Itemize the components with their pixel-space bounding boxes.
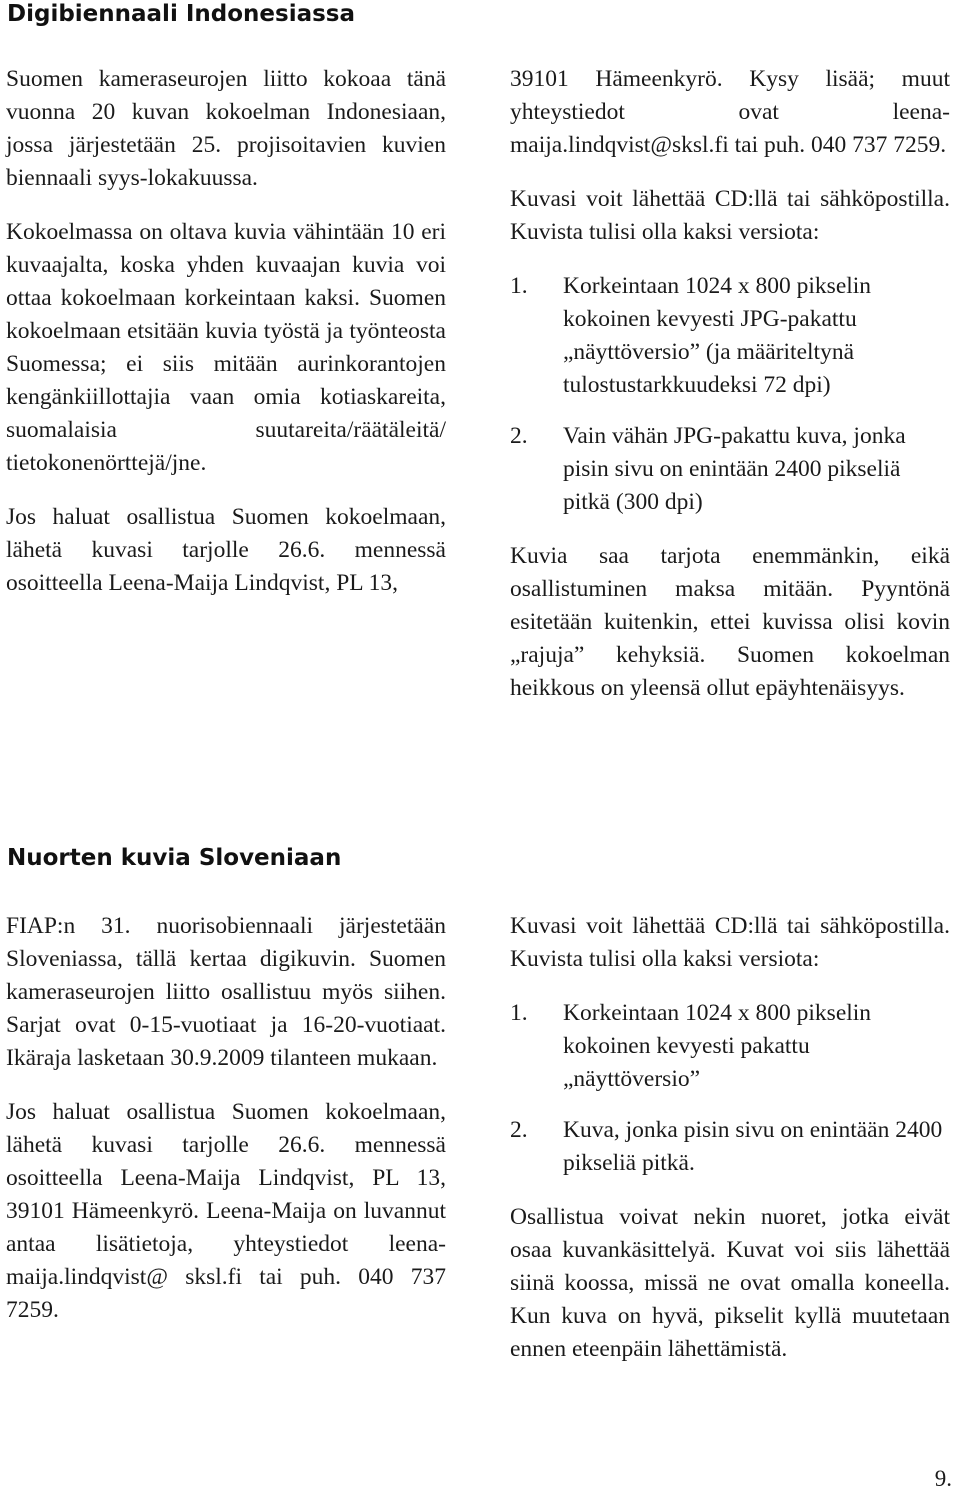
list-item-text: Vain vähän JPG-pakattu kuva, jonka pisin sivu on enintään 2400 pikseliä pitkä (300 dpi) [563, 423, 906, 515]
section2-left-column [6, 910, 446, 1348]
section2-right-column [510, 910, 950, 1387]
version-list [510, 270, 950, 519]
section-heading-indonesia: Digibiennaali Indonesiassa [7, 1, 355, 27]
paragraph: Jos haluat osallistua Suomen kokoelmaan, lähetä kuvasi tarjolle 26.6. mennessä osoitteella Leena-Maija Lindqvist, PL 13, [6, 504, 446, 596]
paragraph: FIAP:n 31. nuorisobiennaali järjestetään Sloveniassa, tällä kertaa digikuvin. Suomen kameraseurojen liitto osallistuu myös siihen. Sarjat ovat 0-15-vuotiaat ja 16-20-vuotiaat. Ikäraja lasketaan 30.9.2009 tilanteen mukaan. [6, 913, 446, 1071]
paragraph: Kuvasi voit lähettää CD:llä tai sähköpostilla. Kuvista tulisi olla kaksi versiota: [510, 913, 950, 972]
list-item [510, 270, 950, 402]
list-item [510, 997, 950, 1096]
list-number: 1. [510, 1000, 528, 1026]
paragraph: 39101 Hämeenkyrö. Kysy lisää; muut yhteystiedot ovat leena-maija.lindqvist@sksl.fi tai puh. 040 737 7259. [510, 66, 950, 158]
paragraph: Osallistua voivat nekin nuoret, jotka eivät osaa kuvankäsittelyä. Kuvat voi siis lähettää siinä koossa, missä ne ovat omalla koneella. Kun kuva on hyvä, pikselit kyllä muutetaan ennen eteenpäin lähettämistä. [510, 1204, 950, 1362]
list-item-text: Korkeintaan 1024 x 800 pikselin kokoinen kevyesti JPG-pakattu „näyttöversio” (ja määriteltynä tulostustarkkuudeksi 72 dpi) [563, 273, 872, 398]
paragraph: Jos haluat osallistua Suomen kokoelmaan, lähetä kuvasi tarjolle 26.6. mennessä osoitteella Leena-Maija Lindqvist, PL 13, 39101 Hämeenkyrö. Leena-Maija on luvannut antaa lisätietoja, yhteystiedot leena-maija.lindqvist@ sksl.fi tai puh. 040 737 7259. [6, 1099, 446, 1323]
paragraph: Kuvia saa tarjota enemmänkin, eikä osallistuminen maksa mitään. Pyyntönä esitetään kuitenkin, ettei kuvissa olisi kovin „rajuja” kehyksiä. Suomen kokoelman heikkous on yleensä ollut epäyhtenäisyys. [510, 543, 950, 701]
list-item [510, 1114, 950, 1180]
section-heading-slovenia: Nuorten kuvia Sloveniaan [7, 845, 342, 871]
version-list [510, 997, 950, 1180]
section1-left-column [6, 63, 446, 621]
list-item-text: Kuva, jonka pisin sivu on enintään 2400 pikseliä pitkä. [563, 1117, 943, 1176]
paragraph: Kuvasi voit lähettää CD:llä tai sähköpostilla. Kuvista tulisi olla kaksi versiota: [510, 186, 950, 245]
section1-right-column [510, 63, 950, 726]
list-number: 1. [510, 273, 528, 299]
list-number: 2. [510, 1117, 528, 1143]
list-item-text: Korkeintaan 1024 x 800 pikselin kokoinen kevyesti pakattu „näyttöversio” [563, 1000, 872, 1092]
list-number: 2. [510, 423, 528, 449]
paragraph: Suomen kameraseurojen liitto kokoaa tänä vuonna 20 kuvan kokoelman Indonesiaan, jossa järjestetään 25. projisoitavien kuvien biennaali syys-lokakuussa. [6, 66, 446, 191]
paragraph: Kokoelmassa on oltava kuvia vähintään 10 eri kuvaajalta, koska yhden kuvaajan kuvia voi ottaa kokoelmaan korkeintaan kaksi. Suomen kokoelmaan etsitään kuvia työstä ja työnteosta Suomessa; ei siis mitään aurinkorantojen kengänkiillottajia vaan omia kotiaskareita, suomalaisia suutareita/räätäleitä/ tietokonenörttejä/jne. [6, 219, 446, 476]
page-number: 9. [934, 1466, 952, 1491]
list-item [510, 420, 950, 519]
